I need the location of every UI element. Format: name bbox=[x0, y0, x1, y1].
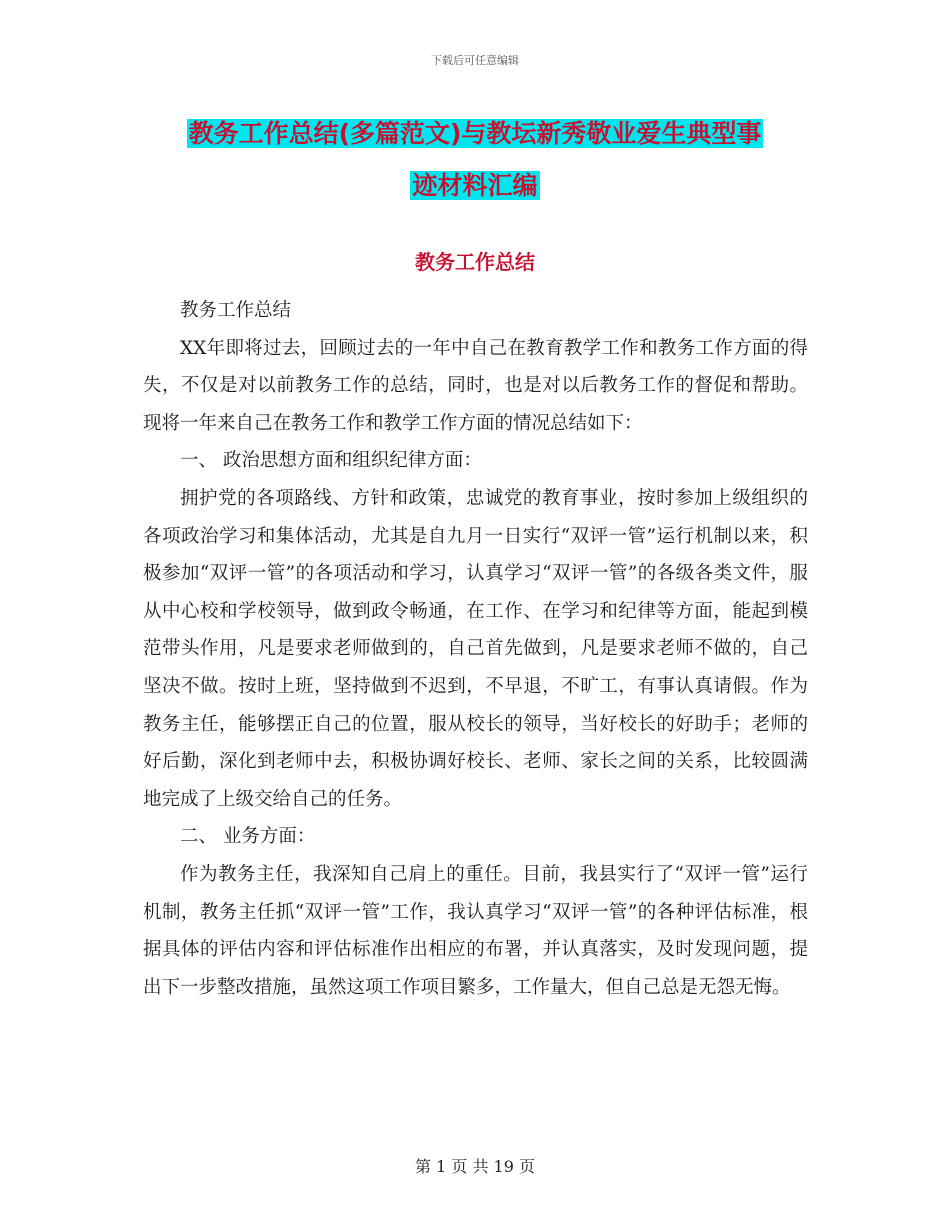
document-body bbox=[143, 292, 808, 1006]
paragraph: XX年即将过去，回顾过去的一年中自己在教育教学工作和教务工作方面的得失，不仅是对以前教务工作的总结，同时，也是对以后教务工作的督促和帮助。现将一年来自己在教务工作和教学工作方面的情况总结如下： bbox=[143, 337, 808, 434]
document-title-line-2: 迹材料汇编 bbox=[412, 171, 538, 200]
paragraph: 二、 业务方面： bbox=[180, 826, 316, 848]
document-title-line-1: 教务工作总结(多篇范文)与教坛新秀敬业爱生典型事 bbox=[188, 119, 762, 148]
paragraph: 拥护党的各项路线、方针和政策，忠诚党的教育事业，按时参加上级组织的各项政治学习和集体活动，尤其是自九月一日实行“双评一管”运行机制以来，积极参加“双评一管”的各项活动和学习，认真学习“双评一管”的各级各类文件，服从中心校和学校领导，做到政令畅通，在工作、在学习和纪律等方面，能起到模范带头作用，凡是要求老师做到的，自己首先做到，凡是要求老师不做的，自己坚决不做。按时上班，坚持做到不迟到，不早退，不旷工，有事认真请假。作为教务主任，能够摆正自己的位置，服从校长的领导，当好校长的好助手；老师的好后勤，深化到老师中去，积极协调好校长、老师、家长之间的关系，比较圆满地完成了上级交给自己的任务。 bbox=[143, 487, 808, 810]
paragraph: 教务工作总结 bbox=[180, 300, 292, 321]
section-title: 教务工作总结 bbox=[415, 250, 535, 274]
document-title bbox=[0, 108, 950, 212]
page-number: 第 1 页 共 19 页 bbox=[415, 1157, 535, 1176]
download-note: 下载后可任意编辑 bbox=[431, 54, 519, 67]
paragraph: 作为教务主任，我深知自己肩上的重任。目前，我县实行了“双评一管”运行机制，教务主任抓“双评一管”工作，我认真学习“双评一管”的各种评估标准，根据具体的评估内容和评估标准作出相应的布署，并认真落实，及时发现问题，提出下一步整改措施，虽然这项工作项目繁多，工作量大，但自己总是无怨无悔。 bbox=[143, 863, 808, 998]
paragraph: 一、 政治思想方面和组织纪律方面： bbox=[180, 450, 482, 472]
